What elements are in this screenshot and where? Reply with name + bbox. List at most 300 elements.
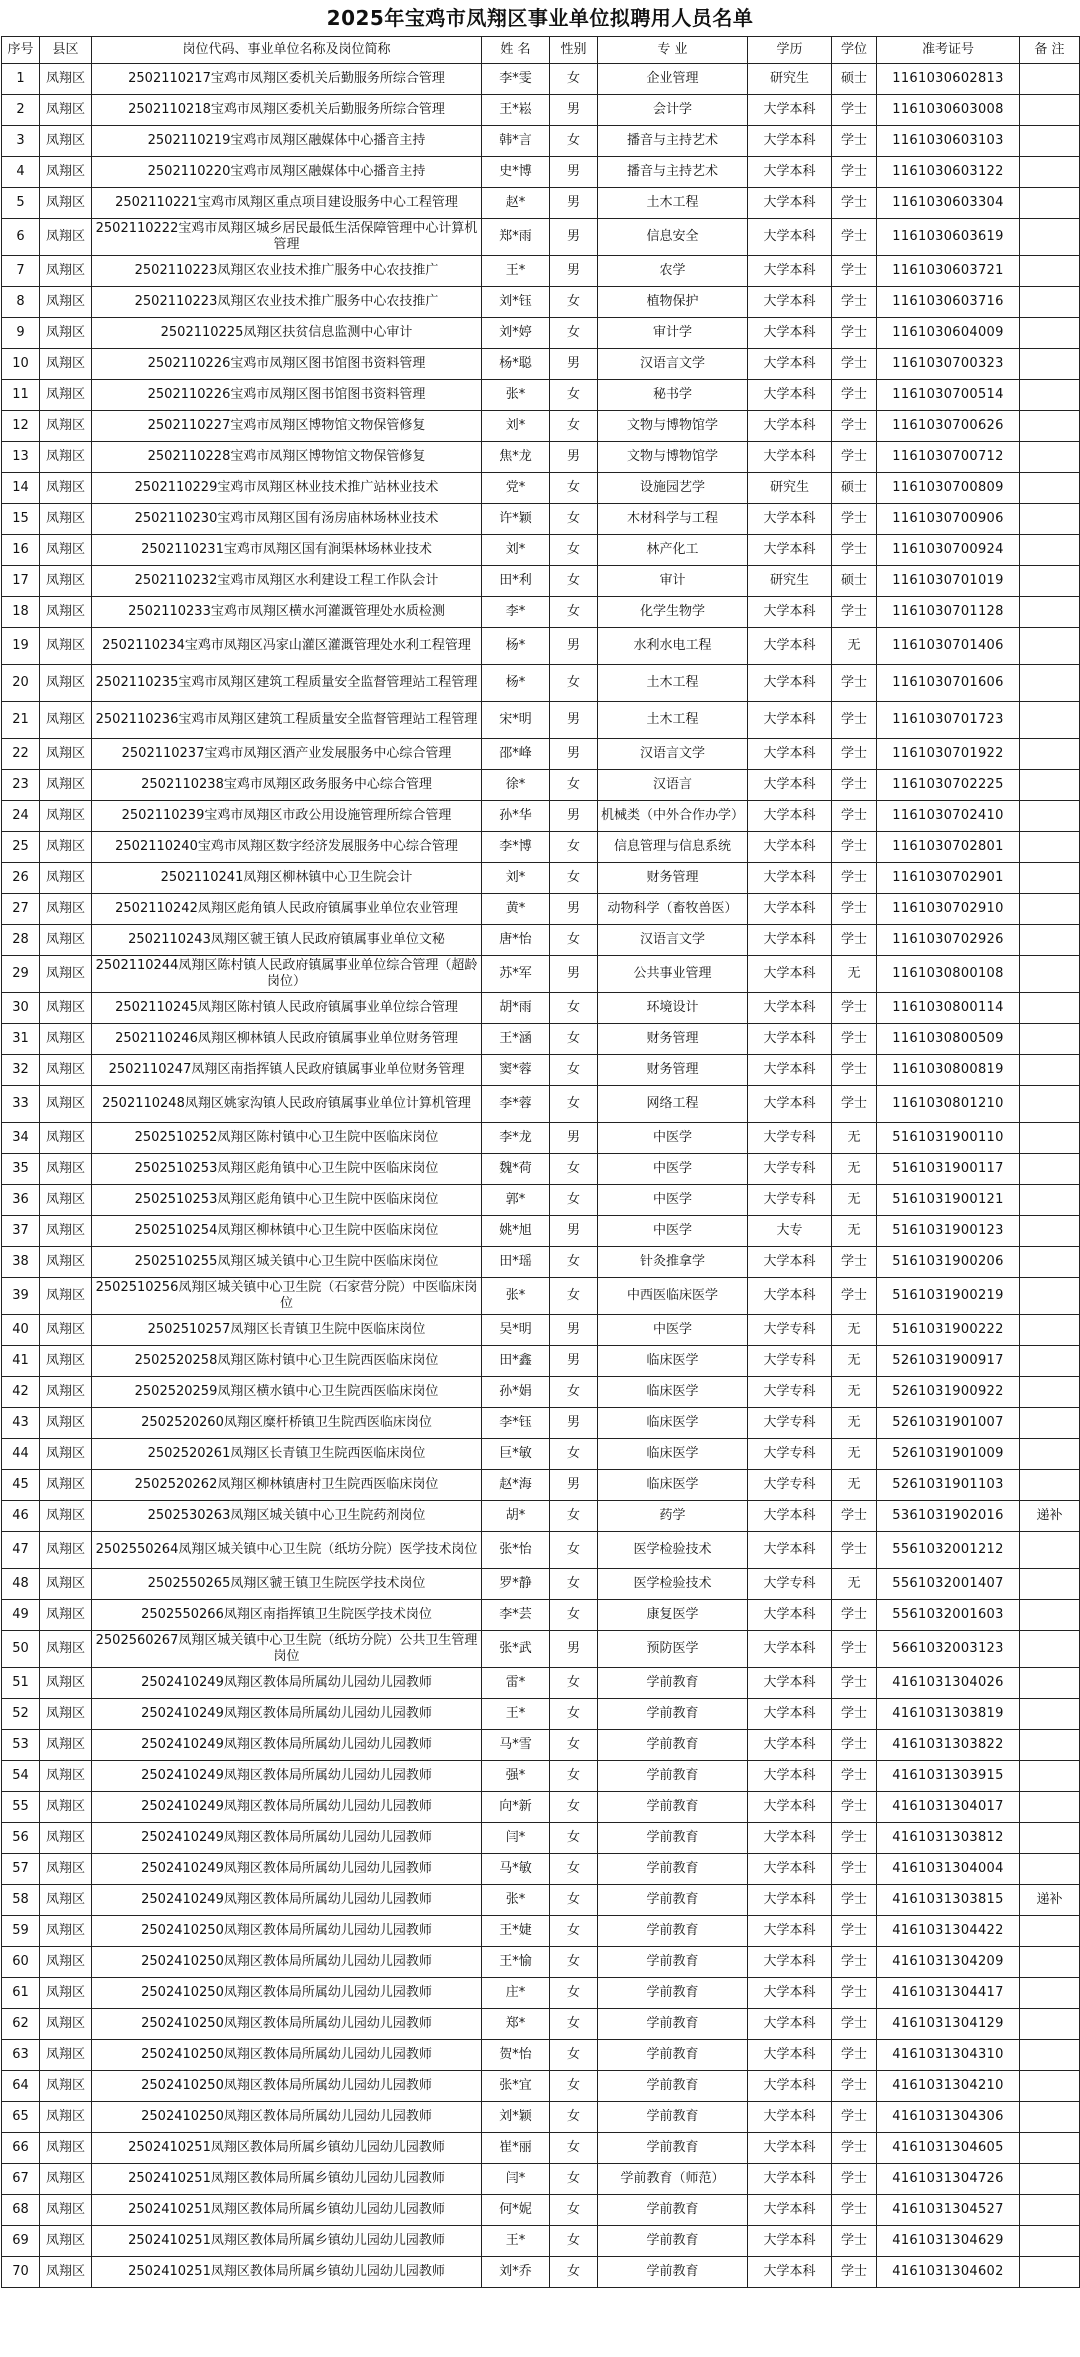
cell-no: 56 (2, 1823, 40, 1854)
cell-position: 2502110239宝鸡市凤翔区市政公用设施管理所综合管理 (92, 801, 482, 832)
cell-note (1020, 411, 1080, 442)
table-row (2, 2226, 1080, 2257)
table-row (2, 157, 1080, 188)
cell-exam-number: 5361031902016 (877, 1501, 1020, 1532)
table-row (2, 1123, 1080, 1154)
cell-gender: 女 (550, 287, 598, 318)
cell-gender: 女 (550, 473, 598, 504)
cell-gender: 女 (550, 1761, 598, 1792)
cell-education: 大学本科 (748, 956, 832, 993)
cell-position: 2502530263凤翔区城关镇中心卫生院药剂岗位 (92, 1501, 482, 1532)
cell-education: 大学专科 (748, 1408, 832, 1439)
cell-position: 2502110225凤翔区扶贫信息监测中心审计 (92, 318, 482, 349)
cell-exam-number: 4161031304129 (877, 2009, 1020, 2040)
cell-note (1020, 832, 1080, 863)
cell-education: 大学本科 (748, 801, 832, 832)
cell-major: 中医学 (598, 1154, 748, 1185)
cell-major: 机械类（中外合作办学） (598, 801, 748, 832)
cell-education: 大学本科 (748, 1055, 832, 1086)
cell-note (1020, 1377, 1080, 1408)
cell-degree: 学士 (832, 1947, 877, 1978)
cell-no: 43 (2, 1408, 40, 1439)
cell-position: 2502410251凤翔区教体局所属乡镇幼儿园幼儿园教师 (92, 2257, 482, 2288)
cell-position: 2502510255凤翔区城关镇中心卫生院中医临床岗位 (92, 1247, 482, 1278)
cell-name: 闫* (482, 2164, 550, 2195)
cell-county: 凤翔区 (40, 64, 92, 95)
table-row (2, 665, 1080, 702)
cell-major: 康复医学 (598, 1600, 748, 1631)
cell-exam-number: 1161030603716 (877, 287, 1020, 318)
cell-exam-number: 1161030701019 (877, 566, 1020, 597)
cell-degree: 学士 (832, 863, 877, 894)
cell-note (1020, 1247, 1080, 1278)
cell-no: 8 (2, 287, 40, 318)
cell-county: 凤翔区 (40, 1315, 92, 1346)
cell-education: 大学本科 (748, 1532, 832, 1569)
cell-name: 王*婕 (482, 1916, 550, 1947)
cell-note (1020, 1916, 1080, 1947)
cell-position: 2502110226宝鸡市凤翔区图书馆图书资料管理 (92, 349, 482, 380)
cell-major: 动物科学（畜牧兽医） (598, 894, 748, 925)
cell-note (1020, 1668, 1080, 1699)
cell-education: 大学专科 (748, 1123, 832, 1154)
cell-degree: 学士 (832, 597, 877, 628)
cell-no: 24 (2, 801, 40, 832)
cell-position: 2502550266凤翔区南指挥镇卫生院医学技术岗位 (92, 1600, 482, 1631)
table-row (2, 1978, 1080, 2009)
table-row (2, 1792, 1080, 1823)
cell-county: 凤翔区 (40, 801, 92, 832)
cell-education: 大学专科 (748, 1346, 832, 1377)
cell-major: 农学 (598, 256, 748, 287)
cell-major: 化学生物学 (598, 597, 748, 628)
cell-education: 大学本科 (748, 1792, 832, 1823)
cell-exam-number: 1161030603122 (877, 157, 1020, 188)
table-row (2, 1185, 1080, 1216)
cell-note (1020, 1216, 1080, 1247)
cell-note (1020, 739, 1080, 770)
cell-exam-number: 5561032001407 (877, 1569, 1020, 1600)
cell-note (1020, 1123, 1080, 1154)
cell-education: 大学本科 (748, 95, 832, 126)
cell-exam-number: 5261031900922 (877, 1377, 1020, 1408)
cell-gender: 男 (550, 95, 598, 126)
cell-position: 2502410251凤翔区教体局所属乡镇幼儿园幼儿园教师 (92, 2164, 482, 2195)
header-education: 学历 (748, 37, 832, 64)
cell-county: 凤翔区 (40, 1631, 92, 1668)
cell-no: 51 (2, 1668, 40, 1699)
cell-note (1020, 1978, 1080, 2009)
cell-no: 62 (2, 2009, 40, 2040)
cell-major: 土木工程 (598, 702, 748, 739)
cell-position: 2502110244凤翔区陈村镇人民政府镇属事业单位综合管理（超龄岗位） (92, 956, 482, 993)
cell-no: 47 (2, 1532, 40, 1569)
cell-county: 凤翔区 (40, 1569, 92, 1600)
cell-degree: 学士 (832, 1668, 877, 1699)
cell-exam-number: 5261031900917 (877, 1346, 1020, 1377)
cell-note (1020, 1278, 1080, 1315)
cell-note (1020, 1470, 1080, 1501)
cell-major: 植物保护 (598, 287, 748, 318)
cell-education: 大学本科 (748, 318, 832, 349)
cell-note (1020, 64, 1080, 95)
cell-gender: 女 (550, 1247, 598, 1278)
cell-county: 凤翔区 (40, 1699, 92, 1730)
cell-note (1020, 801, 1080, 832)
table-row (2, 1024, 1080, 1055)
cell-name: 杨* (482, 628, 550, 665)
cell-note: 递补 (1020, 1885, 1080, 1916)
cell-name: 焦*龙 (482, 442, 550, 473)
cell-note (1020, 442, 1080, 473)
cell-county: 凤翔区 (40, 956, 92, 993)
cell-name: 何*妮 (482, 2195, 550, 2226)
cell-major: 土木工程 (598, 665, 748, 702)
cell-education: 大学本科 (748, 1823, 832, 1854)
cell-major: 中医学 (598, 1123, 748, 1154)
cell-position: 2502110247凤翔区南指挥镇人民政府镇属事业单位财务管理 (92, 1055, 482, 1086)
cell-major: 临床医学 (598, 1470, 748, 1501)
cell-gender: 女 (550, 1823, 598, 1854)
cell-name: 田*鑫 (482, 1346, 550, 1377)
cell-degree: 无 (832, 1154, 877, 1185)
table-row (2, 739, 1080, 770)
cell-gender: 女 (550, 993, 598, 1024)
cell-no: 38 (2, 1247, 40, 1278)
cell-degree: 学士 (832, 2102, 877, 2133)
cell-exam-number: 1161030801210 (877, 1086, 1020, 1123)
cell-name: 张* (482, 1885, 550, 1916)
table-row (2, 473, 1080, 504)
cell-position: 2502520258凤翔区陈村镇中心卫生院西医临床岗位 (92, 1346, 482, 1377)
cell-position: 2502520262凤翔区柳林镇唐村卫生院西医临床岗位 (92, 1470, 482, 1501)
cell-note (1020, 1532, 1080, 1569)
cell-no: 48 (2, 1569, 40, 1600)
cell-gender: 女 (550, 2164, 598, 2195)
cell-major: 播音与主持艺术 (598, 126, 748, 157)
cell-degree: 学士 (832, 1086, 877, 1123)
cell-gender: 女 (550, 2257, 598, 2288)
hiring-roster-table (1, 36, 1080, 2288)
cell-note (1020, 126, 1080, 157)
cell-gender: 男 (550, 349, 598, 380)
cell-education: 大学本科 (748, 157, 832, 188)
cell-degree: 学士 (832, 95, 877, 126)
cell-gender: 女 (550, 1730, 598, 1761)
cell-county: 凤翔区 (40, 1055, 92, 1086)
cell-name: 王* (482, 2226, 550, 2257)
cell-no: 53 (2, 1730, 40, 1761)
table-row (2, 349, 1080, 380)
cell-position: 2502110219宝鸡市凤翔区融媒体中心播音主持 (92, 126, 482, 157)
cell-exam-number: 1161030604009 (877, 318, 1020, 349)
cell-name: 闫* (482, 1823, 550, 1854)
cell-gender: 女 (550, 2226, 598, 2257)
cell-position: 2502110228宝鸡市凤翔区博物馆文物保管修复 (92, 442, 482, 473)
header-gender: 性别 (550, 37, 598, 64)
table-row (2, 1346, 1080, 1377)
cell-major: 财务管理 (598, 1024, 748, 1055)
cell-name: 孙*华 (482, 801, 550, 832)
cell-major: 设施园艺学 (598, 473, 748, 504)
cell-gender: 女 (550, 1947, 598, 1978)
table-row (2, 2071, 1080, 2102)
cell-no: 42 (2, 1377, 40, 1408)
cell-note (1020, 1154, 1080, 1185)
table-row (2, 126, 1080, 157)
cell-county: 凤翔区 (40, 1600, 92, 1631)
cell-gender: 女 (550, 770, 598, 801)
cell-county: 凤翔区 (40, 411, 92, 442)
cell-county: 凤翔区 (40, 157, 92, 188)
cell-no: 35 (2, 1154, 40, 1185)
cell-degree: 学士 (832, 349, 877, 380)
cell-gender: 男 (550, 894, 598, 925)
cell-exam-number: 1161030603008 (877, 95, 1020, 126)
cell-exam-number: 5161031900219 (877, 1278, 1020, 1315)
cell-no: 66 (2, 2133, 40, 2164)
cell-name: 刘*颖 (482, 2102, 550, 2133)
cell-name: 贺*怡 (482, 2040, 550, 2071)
cell-note (1020, 256, 1080, 287)
cell-education: 大学本科 (748, 411, 832, 442)
cell-name: 马*敏 (482, 1854, 550, 1885)
cell-gender: 女 (550, 566, 598, 597)
cell-major: 中医学 (598, 1315, 748, 1346)
cell-gender: 女 (550, 1086, 598, 1123)
cell-note (1020, 2071, 1080, 2102)
cell-exam-number: 1161030700924 (877, 535, 1020, 566)
cell-exam-number: 1161030700626 (877, 411, 1020, 442)
table-row (2, 1247, 1080, 1278)
cell-county: 凤翔区 (40, 318, 92, 349)
cell-note (1020, 628, 1080, 665)
cell-county: 凤翔区 (40, 566, 92, 597)
cell-major: 医学检验技术 (598, 1532, 748, 1569)
cell-note (1020, 473, 1080, 504)
cell-degree: 无 (832, 1569, 877, 1600)
cell-note (1020, 1761, 1080, 1792)
table-row (2, 2164, 1080, 2195)
cell-county: 凤翔区 (40, 1885, 92, 1916)
cell-exam-number: 1161030701606 (877, 665, 1020, 702)
cell-exam-number: 4161031304527 (877, 2195, 1020, 2226)
cell-name: 李*蓉 (482, 1086, 550, 1123)
cell-county: 凤翔区 (40, 219, 92, 256)
cell-degree: 无 (832, 1315, 877, 1346)
table-row (2, 1278, 1080, 1315)
cell-county: 凤翔区 (40, 770, 92, 801)
table-row (2, 1315, 1080, 1346)
cell-exam-number: 5661032003123 (877, 1631, 1020, 1668)
cell-position: 2502520259凤翔区横水镇中心卫生院西医临床岗位 (92, 1377, 482, 1408)
header-position: 岗位代码、事业单位名称及岗位简称 (92, 37, 482, 64)
cell-no: 67 (2, 2164, 40, 2195)
cell-gender: 男 (550, 1408, 598, 1439)
cell-exam-number: 5161031900110 (877, 1123, 1020, 1154)
cell-major: 学前教育 (598, 2071, 748, 2102)
cell-no: 26 (2, 863, 40, 894)
cell-gender: 女 (550, 1377, 598, 1408)
cell-degree: 硕士 (832, 566, 877, 597)
cell-degree: 学士 (832, 188, 877, 219)
cell-exam-number: 1161030702910 (877, 894, 1020, 925)
cell-major: 学前教育 (598, 1761, 748, 1792)
cell-position: 2502510254凤翔区柳林镇中心卫生院中医临床岗位 (92, 1216, 482, 1247)
header-no: 序号 (2, 37, 40, 64)
cell-name: 庄* (482, 1978, 550, 2009)
cell-name: 雷* (482, 1668, 550, 1699)
cell-county: 凤翔区 (40, 256, 92, 287)
table-row (2, 442, 1080, 473)
cell-education: 大学本科 (748, 504, 832, 535)
cell-major: 学前教育 (598, 1730, 748, 1761)
cell-degree: 学士 (832, 1823, 877, 1854)
cell-exam-number: 1161030701406 (877, 628, 1020, 665)
cell-gender: 男 (550, 442, 598, 473)
table-row (2, 894, 1080, 925)
cell-position: 2502560267凤翔区城关镇中心卫生院（纸坊分院）公共卫生管理岗位 (92, 1631, 482, 1668)
cell-position: 2502410251凤翔区教体局所属乡镇幼儿园幼儿园教师 (92, 2195, 482, 2226)
cell-major: 学前教育 (598, 1823, 748, 1854)
cell-degree: 学士 (832, 894, 877, 925)
cell-name: 王* (482, 256, 550, 287)
cell-note (1020, 380, 1080, 411)
table-row (2, 256, 1080, 287)
cell-position: 2502110246凤翔区柳林镇人民政府镇属事业单位财务管理 (92, 1024, 482, 1055)
cell-education: 大专 (748, 1216, 832, 1247)
cell-major: 汉语言文学 (598, 925, 748, 956)
table-row (2, 1730, 1080, 1761)
cell-name: 刘* (482, 411, 550, 442)
cell-degree: 学士 (832, 411, 877, 442)
cell-education: 大学本科 (748, 597, 832, 628)
cell-position: 2502110221宝鸡市凤翔区重点项目建设服务中心工程管理 (92, 188, 482, 219)
cell-degree: 学士 (832, 801, 877, 832)
cell-position: 2502410250凤翔区教体局所属幼儿园幼儿园教师 (92, 2040, 482, 2071)
cell-position: 2502410249凤翔区教体局所属幼儿园幼儿园教师 (92, 1668, 482, 1699)
cell-education: 大学本科 (748, 287, 832, 318)
cell-gender: 男 (550, 256, 598, 287)
cell-degree: 学士 (832, 1278, 877, 1315)
cell-note (1020, 770, 1080, 801)
cell-gender: 女 (550, 1885, 598, 1916)
cell-no: 69 (2, 2226, 40, 2257)
cell-county: 凤翔区 (40, 349, 92, 380)
cell-exam-number: 4161031303815 (877, 1885, 1020, 1916)
table-row (2, 2009, 1080, 2040)
cell-name: 强* (482, 1761, 550, 1792)
cell-no: 32 (2, 1055, 40, 1086)
cell-degree: 学士 (832, 925, 877, 956)
cell-education: 大学本科 (748, 1278, 832, 1315)
cell-major: 木材科学与工程 (598, 504, 748, 535)
cell-no: 19 (2, 628, 40, 665)
cell-position: 2502110236宝鸡市凤翔区建筑工程质量安全监督管理站工程管理 (92, 702, 482, 739)
cell-major: 网络工程 (598, 1086, 748, 1123)
cell-major: 针灸推拿学 (598, 1247, 748, 1278)
cell-note (1020, 1086, 1080, 1123)
cell-no: 2 (2, 95, 40, 126)
cell-major: 林产化工 (598, 535, 748, 566)
cell-position: 2502110229宝鸡市凤翔区林业技术推广站林业技术 (92, 473, 482, 504)
cell-no: 4 (2, 157, 40, 188)
cell-note (1020, 2164, 1080, 2195)
cell-name: 赵*海 (482, 1470, 550, 1501)
cell-education: 大学本科 (748, 256, 832, 287)
cell-major: 汉语言文学 (598, 349, 748, 380)
cell-county: 凤翔区 (40, 1086, 92, 1123)
cell-exam-number: 4161031304417 (877, 1978, 1020, 2009)
cell-degree: 学士 (832, 2195, 877, 2226)
cell-name: 吴*明 (482, 1315, 550, 1346)
cell-education: 研究生 (748, 566, 832, 597)
cell-county: 凤翔区 (40, 1408, 92, 1439)
cell-note (1020, 1185, 1080, 1216)
cell-education: 大学本科 (748, 2257, 832, 2288)
table-row (2, 801, 1080, 832)
cell-no: 20 (2, 665, 40, 702)
cell-major: 学前教育 (598, 2133, 748, 2164)
table-row (2, 287, 1080, 318)
cell-no: 31 (2, 1024, 40, 1055)
table-row (2, 1668, 1080, 1699)
cell-no: 40 (2, 1315, 40, 1346)
cell-exam-number: 1161030702901 (877, 863, 1020, 894)
cell-major: 学前教育（师范） (598, 2164, 748, 2195)
cell-exam-number: 1161030603103 (877, 126, 1020, 157)
cell-name: 邵*峰 (482, 739, 550, 770)
cell-position: 2502110242凤翔区彪角镇人民政府镇属事业单位农业管理 (92, 894, 482, 925)
cell-no: 52 (2, 1699, 40, 1730)
cell-county: 凤翔区 (40, 2133, 92, 2164)
cell-note (1020, 1631, 1080, 1668)
cell-gender: 女 (550, 832, 598, 863)
cell-position: 2502510253凤翔区彪角镇中心卫生院中医临床岗位 (92, 1185, 482, 1216)
cell-exam-number: 1161030800819 (877, 1055, 1020, 1086)
cell-note (1020, 1408, 1080, 1439)
cell-gender: 女 (550, 2071, 598, 2102)
cell-degree: 学士 (832, 1730, 877, 1761)
cell-no: 29 (2, 956, 40, 993)
cell-position: 2502110241凤翔区柳林镇中心卫生院会计 (92, 863, 482, 894)
cell-position: 2502510256凤翔区城关镇中心卫生院（石家营分院）中医临床岗位 (92, 1278, 482, 1315)
cell-degree: 学士 (832, 2257, 877, 2288)
table-row (2, 1532, 1080, 1569)
cell-no: 28 (2, 925, 40, 956)
cell-name: 杨* (482, 665, 550, 702)
table-row (2, 1439, 1080, 1470)
cell-position: 2502520261凤翔区长青镇卫生院西医临床岗位 (92, 1439, 482, 1470)
table-row (2, 2195, 1080, 2226)
cell-major: 播音与主持艺术 (598, 157, 748, 188)
cell-education: 大学本科 (748, 1978, 832, 2009)
table-row (2, 504, 1080, 535)
table-row (2, 1216, 1080, 1247)
cell-degree: 学士 (832, 665, 877, 702)
cell-county: 凤翔区 (40, 1823, 92, 1854)
cell-major: 预防医学 (598, 1631, 748, 1668)
cell-exam-number: 4161031304209 (877, 1947, 1020, 1978)
cell-gender: 女 (550, 1699, 598, 1730)
header-exam-number: 准考证号 (877, 37, 1020, 64)
cell-degree: 无 (832, 1439, 877, 1470)
cell-county: 凤翔区 (40, 504, 92, 535)
cell-county: 凤翔区 (40, 1470, 92, 1501)
cell-county: 凤翔区 (40, 702, 92, 739)
cell-name: 巨*敏 (482, 1439, 550, 1470)
cell-major: 学前教育 (598, 1885, 748, 1916)
